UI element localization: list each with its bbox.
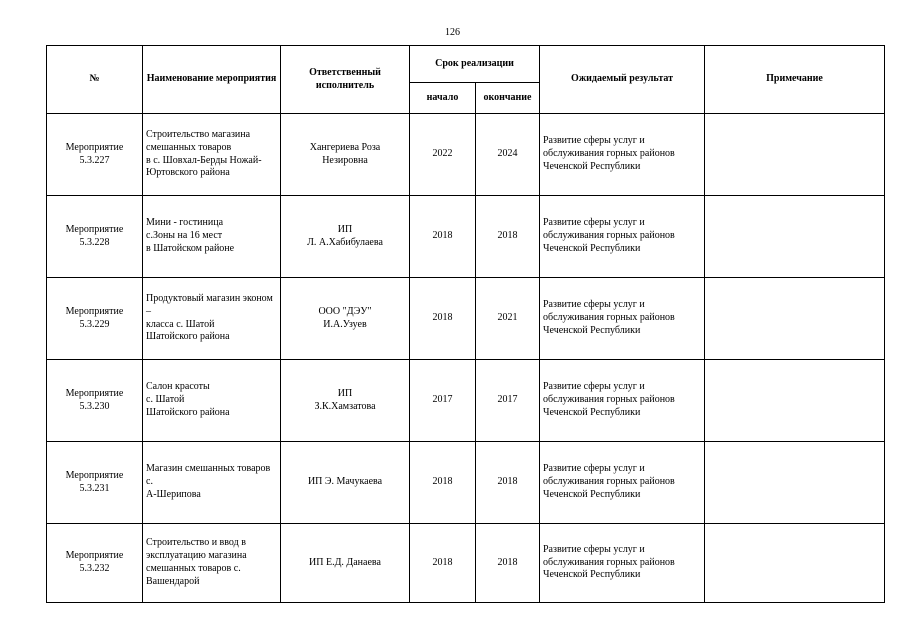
event-id-cell	[47, 442, 143, 524]
event-name-cell	[143, 278, 281, 360]
note-cell	[705, 360, 885, 442]
result-cell	[540, 524, 705, 603]
end-year-cell: 2018	[476, 442, 540, 524]
end-year-cell: 2018	[476, 524, 540, 603]
table-row	[47, 278, 885, 360]
name-line: Строительство и ввод в	[146, 537, 246, 549]
event-line: 5.3.230	[79, 400, 110, 412]
executor-line: Хангериева Роза	[309, 141, 381, 153]
start-year-cell: 2018	[410, 524, 476, 603]
event-line: 5.3.229	[79, 318, 110, 330]
result-line: Развитие сферы услуг и	[543, 381, 645, 393]
header-start: начало	[410, 83, 476, 114]
event-line: Мероприятие	[65, 550, 124, 562]
events-table	[46, 45, 885, 603]
event-name-cell	[143, 442, 281, 524]
result-line: Чеченской Республики	[543, 488, 641, 500]
executor-line: Незировна	[322, 154, 368, 166]
table-row	[47, 360, 885, 442]
name-line: эксплуатацию магазина	[146, 550, 247, 562]
note-cell	[705, 114, 885, 196]
header-executor: Ответственный исполнитель	[281, 46, 410, 114]
start-year-cell: 2017	[410, 360, 476, 442]
executor-cell	[281, 196, 410, 278]
name-line: Магазин смешанных товаров с.	[146, 463, 271, 488]
event-id-cell	[47, 524, 143, 603]
executor-cell	[281, 114, 410, 196]
result-line: Развитие сферы услуг и	[543, 299, 645, 311]
result-cell	[540, 360, 705, 442]
name-line: в с. Шовхал-Берды Ножай-	[146, 154, 262, 166]
event-line: 5.3.228	[79, 236, 110, 248]
name-line: смешанных товаров	[146, 141, 232, 153]
table-row	[47, 524, 885, 603]
result-cell	[540, 114, 705, 196]
result-line: обслуживания горных районов	[543, 230, 675, 242]
table-body	[47, 114, 885, 603]
table-row	[47, 196, 885, 278]
end-year-cell: 2017	[476, 360, 540, 442]
header-number: №	[47, 46, 143, 114]
end-year-cell: 2024	[476, 114, 540, 196]
header-period: Срок реализации	[410, 46, 540, 83]
name-line: Продуктовый магазин эконом –	[146, 292, 273, 317]
event-id-cell	[47, 278, 143, 360]
result-line: обслуживания горных районов	[543, 394, 675, 406]
end-year-cell: 2018	[476, 196, 540, 278]
event-line: Мероприятие	[65, 469, 124, 481]
event-name-cell	[143, 360, 281, 442]
result-line: Чеченской Республики	[543, 160, 641, 172]
executor-line: ИП Е.Д. Данаева	[309, 556, 381, 568]
executor-line: ИП	[337, 387, 353, 399]
event-id-cell	[47, 196, 143, 278]
result-line: Развитие сферы услуг и	[543, 463, 645, 475]
event-name-cell	[143, 114, 281, 196]
header-note: Примечание	[705, 46, 885, 114]
name-line: Вашендарой	[146, 575, 200, 587]
event-id-cell	[47, 114, 143, 196]
result-line: обслуживания горных районов	[543, 148, 675, 160]
note-cell	[705, 442, 885, 524]
name-line: Шатойского района	[146, 406, 230, 418]
header-end: окончание	[476, 83, 540, 114]
event-name-cell	[143, 524, 281, 603]
event-name-cell	[143, 196, 281, 278]
name-line: с. Шатой	[146, 394, 185, 406]
result-cell	[540, 442, 705, 524]
start-year-cell: 2018	[410, 278, 476, 360]
event-line: 5.3.232	[79, 563, 110, 574]
result-line: Чеченской Республики	[543, 406, 641, 418]
event-line: Мероприятие	[65, 305, 124, 317]
executor-line: З.К.Хамзатова	[314, 400, 376, 412]
result-line: Развитие сферы услуг и	[543, 135, 645, 147]
event-line: Мероприятие	[65, 141, 124, 153]
executor-cell	[281, 360, 410, 442]
name-line: класса с. Шатой	[146, 318, 215, 330]
header-result: Ожидаемый результат	[540, 46, 705, 114]
executor-cell	[281, 442, 410, 524]
executor-line: Л. А.Хабибулаева	[307, 236, 383, 248]
result-cell	[540, 196, 705, 278]
table-header	[47, 46, 885, 114]
name-line: с.Зоны на 16 мест	[146, 230, 223, 242]
table-row	[47, 442, 885, 524]
note-cell	[705, 196, 885, 278]
name-line: в Шатойском районе	[146, 242, 235, 254]
start-year-cell: 2022	[410, 114, 476, 196]
executor-line: ИП	[337, 223, 353, 235]
name-line: Шатойского района	[146, 331, 230, 343]
executor-line: ИП Э. Мачукаева	[307, 476, 383, 488]
result-line: Чеченской Республики	[543, 569, 641, 581]
name-line: Салон красоты	[146, 381, 210, 393]
table-row	[47, 114, 885, 196]
executor-line: ООО "ДЭУ"	[318, 305, 372, 317]
start-year-cell: 2018	[410, 196, 476, 278]
event-line: Мероприятие	[65, 387, 124, 399]
note-cell	[705, 278, 885, 360]
name-line: Мини - гостиница	[146, 217, 224, 229]
header-name: Наименование мероприятия	[143, 46, 281, 114]
event-line: 5.3.227	[79, 154, 110, 166]
name-line: Юртовского района	[146, 167, 230, 179]
end-year-cell: 2021	[476, 278, 540, 360]
result-line: Развитие сферы услуг и	[543, 543, 645, 555]
event-line: Мероприятие	[65, 223, 124, 235]
result-line: Чеченской Республики	[543, 324, 641, 336]
executor-cell	[281, 524, 410, 603]
executor-line: И.А.Узуев	[323, 318, 367, 330]
note-cell	[705, 524, 885, 603]
name-line: А-Шерипова	[146, 488, 201, 500]
name-line: Строительство магазина	[146, 128, 251, 140]
result-line: обслуживания горных районов	[543, 556, 675, 568]
result-line: Развитие сферы услуг и	[543, 217, 645, 229]
event-id-cell	[47, 360, 143, 442]
result-line: Чеченской Республики	[543, 242, 641, 254]
result-line: обслуживания горных районов	[543, 312, 675, 324]
event-line: 5.3.231	[79, 482, 110, 494]
page-number: 126	[445, 27, 460, 38]
result-line: обслуживания горных районов	[543, 476, 675, 488]
start-year-cell: 2018	[410, 442, 476, 524]
result-cell	[540, 278, 705, 360]
name-line: смешанных товаров с.	[146, 563, 241, 574]
executor-cell	[281, 278, 410, 360]
